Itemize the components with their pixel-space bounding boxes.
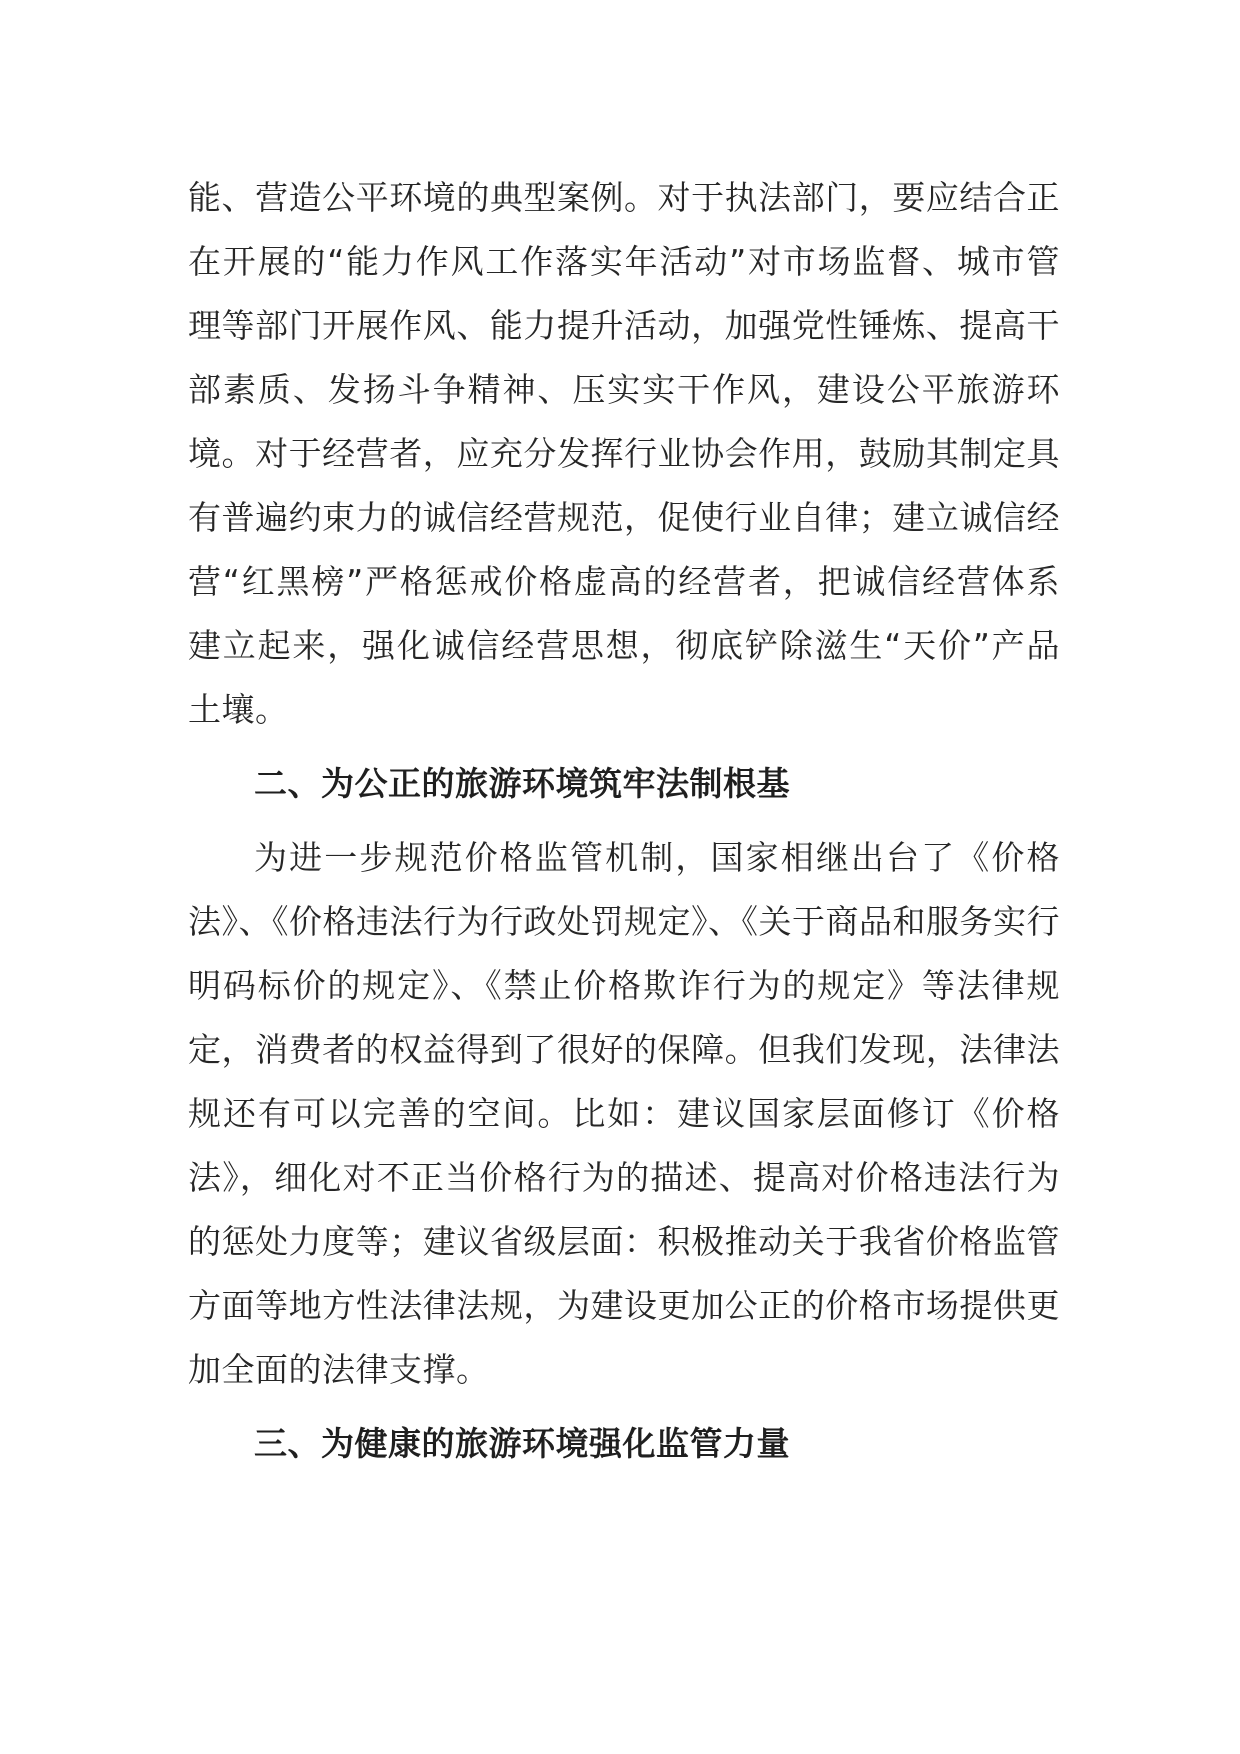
paragraph-legal-framework: 为进一步规范价格监管机制，国家相继出台了《价格法》、《价格违法行为行政处罚规定》、《关于商品和服务实行明码标价的规定》、《禁止价格欺诈行为的规定》等法律规定，消费者的权益得到了很好的保障。但我们发现，法律法规还有可以完善的空间。比如：建议国家层面修订《价格法》，细化对不正当价格行为的描述、提高对价格违法行为的惩处力度等；建议省级层面：积极推动关于我省价格监管方面等地方性法律法规，为建设更加公正的价格市场提供更加全面的法律支撑。 <box>188 838 1060 1389</box>
section-heading-three: 三、为健康的旅游环境强化监管力量 <box>254 1424 790 1463</box>
document-body <box>188 166 1060 1486</box>
section-heading-two: 二、为公正的旅游环境筑牢法制根基 <box>254 764 790 803</box>
paragraph-continuation: 能、营造公平环境的典型案例。对于执法部门，要应结合正在开展的“能力作风工作落实年活动”对市场监督、城市管理等部门开展作风、能力提升活动，加强党性锤炼、提高干部素质、发扬斗争精神、压实实干作风，建设公平旅游环境。对于经营者，应充分发挥行业协会作用，鼓励其制定具有普遍约束力的诚信经营规范，促使行业自律；建立诚信经营“红黑榜”严格惩戒价格虚高的经营者，把诚信经营体系建立起来，强化诚信经营思想，彻底铲除滋生“天价”产品土壤。 <box>188 178 1060 729</box>
